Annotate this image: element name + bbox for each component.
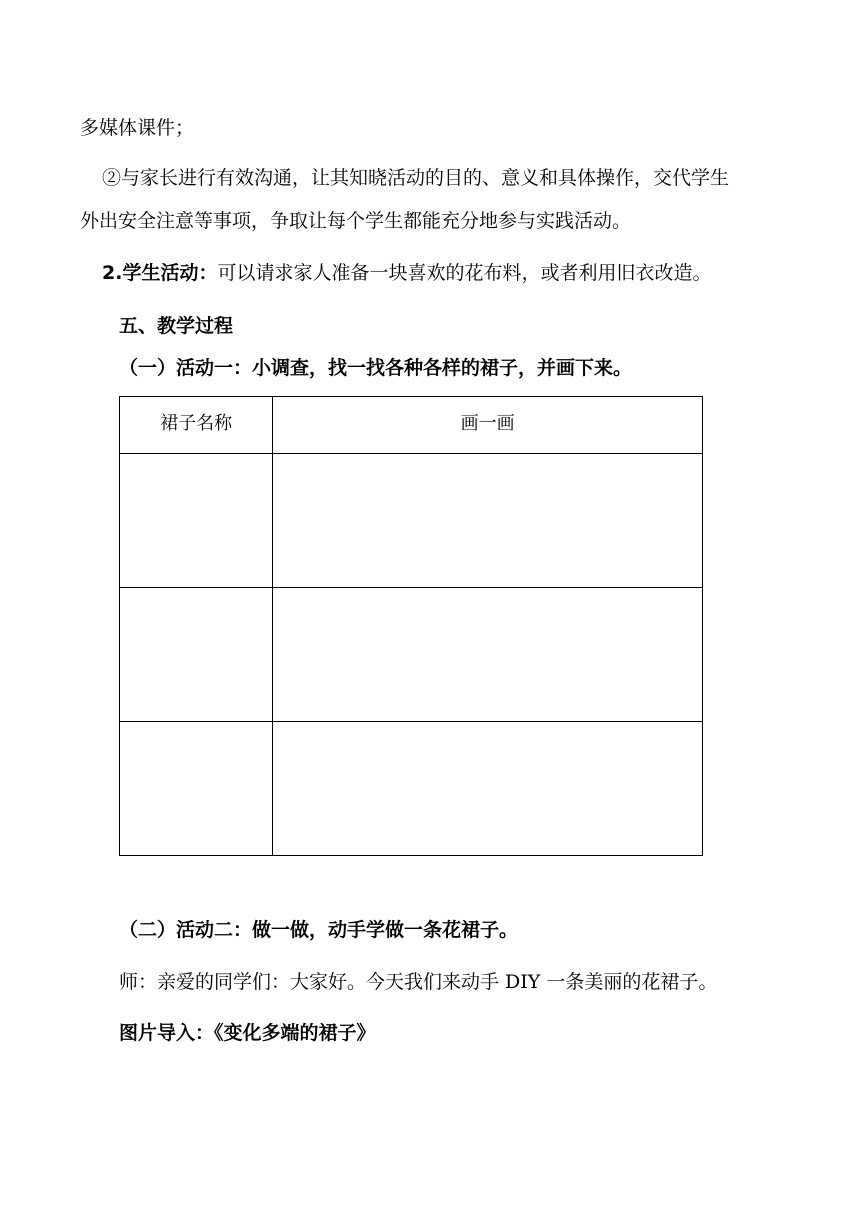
section-5-heading: 五、教学过程 bbox=[119, 315, 234, 337]
activity-1-heading: （一）活动一：小调查，找一找各种各样的裙子，并画下来。 bbox=[119, 357, 633, 379]
image-intro-title: 《变化多端的裙子》 bbox=[214, 1022, 376, 1044]
table-header-row bbox=[120, 397, 703, 454]
table-header-skirt-name: 裙子名称 bbox=[120, 397, 273, 454]
table-header-draw: 画一画 bbox=[273, 397, 703, 454]
skirt-drawing-table bbox=[119, 396, 703, 856]
preparation-line-1: 多媒体课件； bbox=[80, 117, 195, 139]
table-cell-drawing bbox=[273, 722, 703, 856]
teacher-line: 师：亲爱的同学们：大家好。今天我们来动手 DIY 一条美丽的花裙子。 bbox=[119, 971, 718, 993]
table-row bbox=[120, 588, 703, 722]
image-intro-line bbox=[119, 1021, 376, 1045]
table-cell-name bbox=[120, 454, 273, 588]
table-cell-drawing bbox=[273, 454, 703, 588]
table-cell-name bbox=[120, 588, 273, 722]
table-cell-drawing bbox=[273, 588, 703, 722]
table-cell-name bbox=[120, 722, 273, 856]
student-activity-label: 2.学生活动： bbox=[102, 262, 218, 284]
table-row bbox=[120, 722, 703, 856]
table-row bbox=[120, 454, 703, 588]
preparation-line-2: ②与家长进行有效沟通，让其知晓活动的目的、意义和具体操作，交代学生 bbox=[102, 167, 730, 189]
student-activity-text: 可以请求家人准备一块喜欢的花布料，或者利用旧衣改造。 bbox=[217, 262, 712, 284]
image-intro-label: 图片导入： bbox=[119, 1022, 215, 1044]
student-activity-paragraph bbox=[102, 261, 711, 285]
activity-2-heading: （二）活动二：做一做，动手学做一条花裙子。 bbox=[119, 919, 519, 941]
preparation-line-3: 外出安全注意等事项，争取让每个学生都能充分地参与实践活动。 bbox=[80, 210, 632, 232]
